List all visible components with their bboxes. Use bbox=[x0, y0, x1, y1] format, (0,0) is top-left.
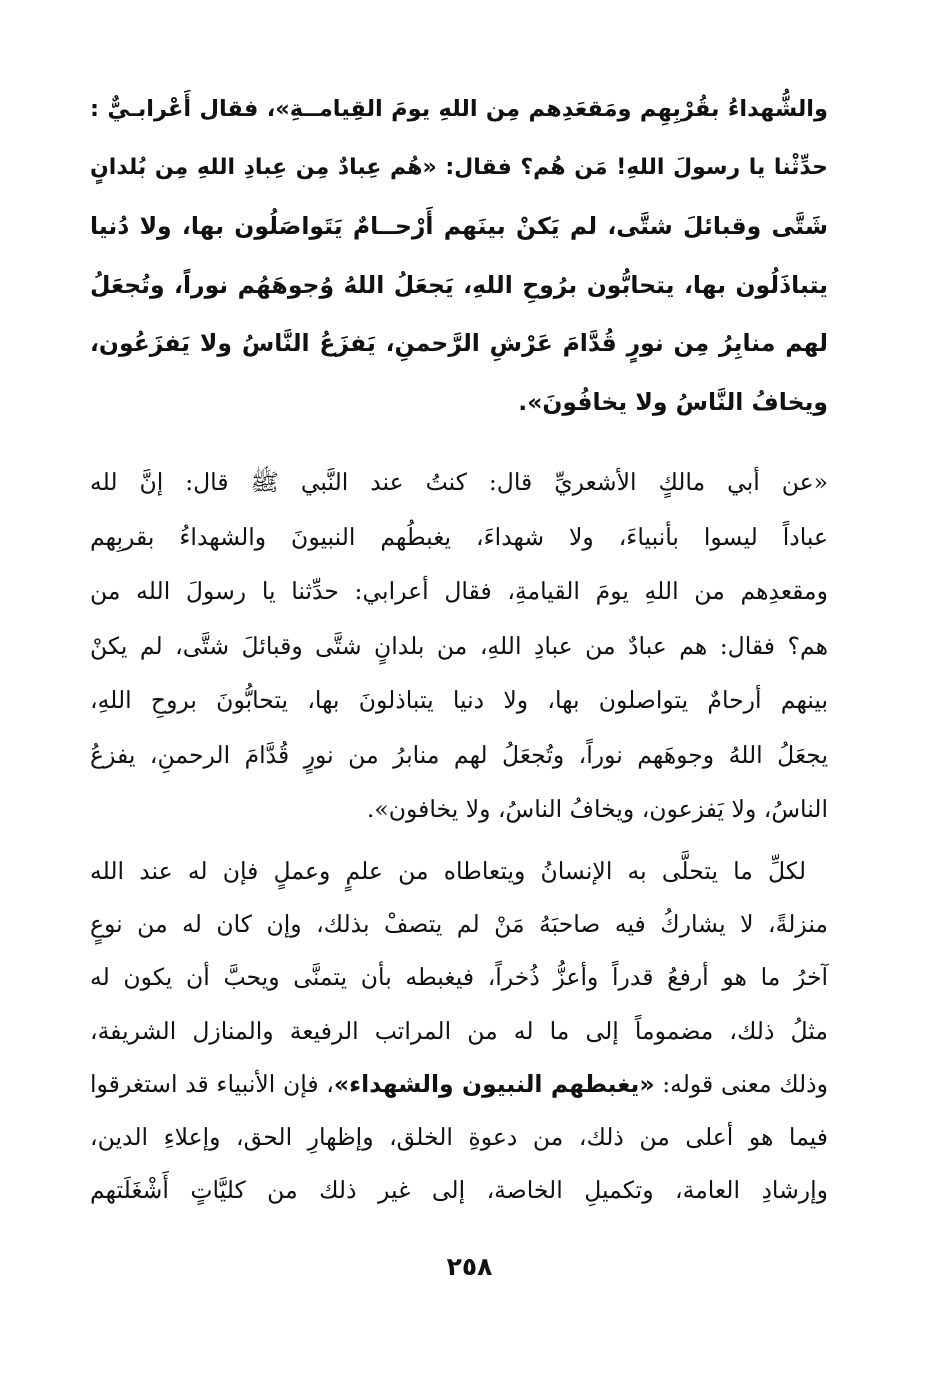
page-number: ٢٥٨ bbox=[446, 1252, 493, 1281]
commentary-line-suffix: فإن الأنبياء قد استغرقوا bbox=[90, 1069, 319, 1098]
hadith-bold-line: شَتَّى وقبائلَ شتَّى، لم يَكنْ بينَهم أَرْحــامٌ يَتَواصَلُون بها، ولا دُنيا bbox=[90, 212, 828, 240]
hadith-bold-line: والشُّهداءُ بقُرْبِهِم ومَقعَدِهم مِن اللهِ يومَ القِيامــةِ»، فقال أَعْرابـيٌّ : bbox=[90, 96, 828, 122]
commentary-line: وإرشادِ العامة، وتكميلِ الخاصة، إلى غير ذلك من كليَّاتٍ أَشْغَلَتهم bbox=[90, 1176, 828, 1205]
commentary-line-with-quote bbox=[90, 1058, 828, 1111]
commentary-line: آخرُ ما هو أرفعُ قدراً وأعزُّ ذُخراً، فيغبطه بأن يتمنَّى ويحبَّ أن يكون له bbox=[90, 963, 828, 992]
hadith-plain-line: «عن أبي مالكٍ الأشعريِّ قال: كنتُ عند النَّبي ﷺ قال: إنَّ لله bbox=[90, 468, 828, 496]
hadith-plain-line: هم؟ فقال: هم عبادٌ من عبادِ اللهِ، من بلدانٍ شتَّى وقبائلَ شتَّى، لم يكنْ bbox=[90, 631, 828, 660]
hadith-plain-line: ومقعدِهم من اللهِ يومَ القيامةِ، فقال أعرابي: حدِّثنا يا رسولَ الله من bbox=[90, 577, 828, 605]
hadith-bold-line: لهم منابِرُ مِن نورٍ قُدَّامَ عَرْشِ الرَّحمنِ، يَفزَعُ النَّاسُ ولا يَفزَعُون، bbox=[90, 329, 828, 357]
hadith-plain-line: يجعَلُ اللهُ وجوهَهم نوراً، وتُجعَلُ لهم منابرُ من نورٍ قُدَّامَ الرحمنِ، يفزعُ bbox=[90, 740, 828, 769]
commentary-line: فيما هو أعلى من ذلك، من دعوةِ الخلق، وإظهارِ الحق، وإعلاءِ الدين، bbox=[90, 1122, 828, 1151]
hadith-plain-line: عباداً ليسوا بأنبياءَ، ولا شهداءَ، يغبطُهم النبيونَ والشهداءُ بقربِهم bbox=[90, 522, 828, 551]
commentary-line: مثلُ ذلك، مضموماً إلى ما له من المراتب الرفيعة والمنازل الشريفة، bbox=[90, 1016, 828, 1045]
hadith-bold-line: ويخافُ النَّاسُ ولا يخافُونَ». bbox=[518, 387, 828, 416]
hadith-plain-line: الناسُ، ولا يَفزعون، ويخافُ الناسُ، ولا يخافون». bbox=[366, 795, 828, 823]
commentary-line: لكلِّ ما يتحلَّى به الإنسانُ ويتعاطاه من علمٍ وعملٍ فإن له عند الله bbox=[90, 857, 806, 885]
hadith-bold-line: حدِّثْنا يا رسولَ اللهِ! مَن هُم؟ فقال: «هُم عِبادٌ مِن عِبادِ اللهِ مِن بُلدانٍ bbox=[90, 154, 828, 180]
hadith-plain-line: بينهم أرحامٌ يتواصلون بها، ولا دنيا يتباذلونَ بها، يتحابُّونَ بروحِ اللهِ، bbox=[90, 686, 828, 714]
hadith-text-plain bbox=[90, 455, 828, 837]
commentary-line: منزلةً، لا يشاركُ فيه صاحبَهُ مَنْ لم يتصفْ بذلك، وإن كان له من نوعٍ bbox=[90, 910, 828, 939]
hadith-text-bold bbox=[90, 80, 828, 431]
commentary-line-prefix: وذلك معنى قوله: bbox=[654, 1069, 828, 1098]
hadith-bold-line: يتباذَلُون بها، يتحابُّون برُوحِ اللهِ، يَجعَلُ اللهُ وُجوهَهُم نوراً، وتُجعَلُ bbox=[90, 270, 828, 299]
quoted-phrase: «يغبطهم النبيون والشهداء» bbox=[333, 1069, 655, 1098]
commentary-paragraph bbox=[90, 845, 828, 1217]
commentary-comma: ، bbox=[318, 1069, 334, 1098]
